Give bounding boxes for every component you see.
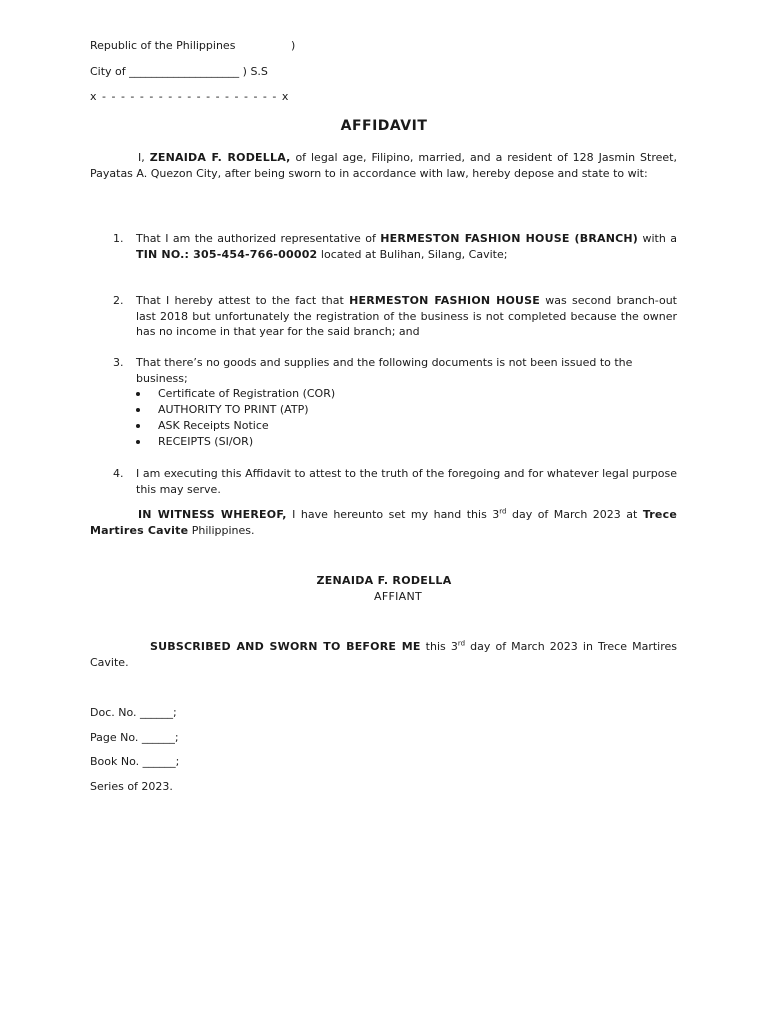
- venue-country: Republic of the Philippines: [90, 39, 236, 52]
- item3-text: That there’s no goods and supplies and the following documents is not been issued to the business;: [136, 356, 633, 385]
- item2-part2: was second branch-out last 2018 but unfortunately the registration of the business is not completed because the owner has no income in that year for the said branch; and: [136, 294, 677, 339]
- bullet-item: [136, 418, 677, 434]
- list-item-2: [113, 293, 677, 340]
- witness-text3: Philippines.: [188, 523, 255, 537]
- item1-part2: with a: [638, 232, 677, 245]
- witness-paragraph: [90, 507, 677, 538]
- witness-sup: rd: [499, 507, 507, 516]
- witness-heading: IN WITNESS WHEREOF,: [138, 508, 287, 521]
- item2-part1: That I hereby attest to the fact that: [136, 294, 350, 307]
- witness-text2: day of March 2023 at: [506, 508, 643, 521]
- book-number-line: Book No. ______;: [90, 755, 180, 768]
- doc-number-line: Doc. No. ______;: [90, 706, 177, 719]
- intro-text: of legal age, Filipino, married, and a resident of 128 Jasmin Street, Payatas A. Quezon City, after being sworn to in accordance with law, hereby depose and state to wit:: [90, 151, 677, 180]
- list-item-3: [113, 355, 677, 449]
- document-title: AFFIDAVIT: [340, 118, 428, 134]
- affiant-label: AFFIANT: [374, 590, 422, 603]
- list-item-text: [136, 231, 677, 262]
- list-number: 3.: [113, 356, 124, 369]
- jurat-paragraph: [90, 639, 677, 670]
- list-number: 2.: [113, 294, 124, 307]
- business-name: HERMESTON FASHION HOUSE (BRANCH): [380, 232, 639, 245]
- jurat-sup: rd: [457, 639, 466, 648]
- jurat-text2: day of March 2023 in Trece Martires Cavite.: [90, 640, 677, 669]
- item1-part3: located at Bulihan, Silang, Cavite;: [317, 247, 508, 261]
- series-line: Series of 2023.: [90, 780, 173, 793]
- bullet-item: [136, 434, 677, 450]
- intro-prefix: I,: [138, 151, 150, 164]
- list-item-text: I am executing this Affidavit to attest to the truth of the foregoing and for whatever legal purpose this may serve.: [136, 467, 677, 496]
- list-item-text: [136, 293, 677, 340]
- bullet-icon: [136, 392, 140, 396]
- bullet-item: [136, 386, 677, 402]
- list-item-1: [113, 231, 677, 262]
- item1-part1: That I am the authorized representative of: [136, 232, 381, 245]
- list-item-4: [113, 466, 677, 497]
- bullet-icon: [136, 440, 140, 444]
- business-name: HERMESTON FASHION HOUSE: [349, 294, 541, 307]
- affiant-name-inline: ZENAIDA F. RODELLA,: [149, 151, 291, 164]
- document-list: [136, 386, 677, 449]
- venue-separator: x - - - - - - - - - - - - - - - - - - - x: [90, 90, 290, 103]
- affiant-signature-name: ZENAIDA F. RODELLA: [316, 574, 452, 587]
- page-number-line: Page No. ______;: [90, 731, 179, 744]
- venue-paren: ): [291, 39, 296, 52]
- bullet-text: Certificate of Registration (COR): [158, 387, 336, 401]
- bullet-item: [136, 402, 677, 418]
- venue-city: City of ____________________ ) S.S: [90, 65, 268, 78]
- list-item-text: [136, 355, 677, 449]
- bullet-text: RECEIPTS (SI/OR): [158, 434, 254, 448]
- bullet-text: ASK Receipts Notice: [158, 418, 269, 432]
- bullet-icon: [136, 424, 140, 428]
- tin-number: TIN NO.: 305-454-766-00002: [136, 247, 318, 261]
- intro-paragraph: [90, 150, 677, 181]
- witness-place: Trece Martires Cavite: [90, 508, 677, 537]
- list-number: 1.: [113, 232, 124, 245]
- list-number: 4.: [113, 467, 124, 480]
- bullet-icon: [136, 408, 140, 412]
- jurat-text1: this 3: [420, 640, 458, 653]
- jurat-heading: SUBSCRIBED AND SWORN TO BEFORE ME: [150, 640, 421, 653]
- witness-text1: I have hereunto set my hand this 3: [286, 508, 500, 521]
- bullet-text: AUTHORITY TO PRINT (ATP): [158, 402, 309, 416]
